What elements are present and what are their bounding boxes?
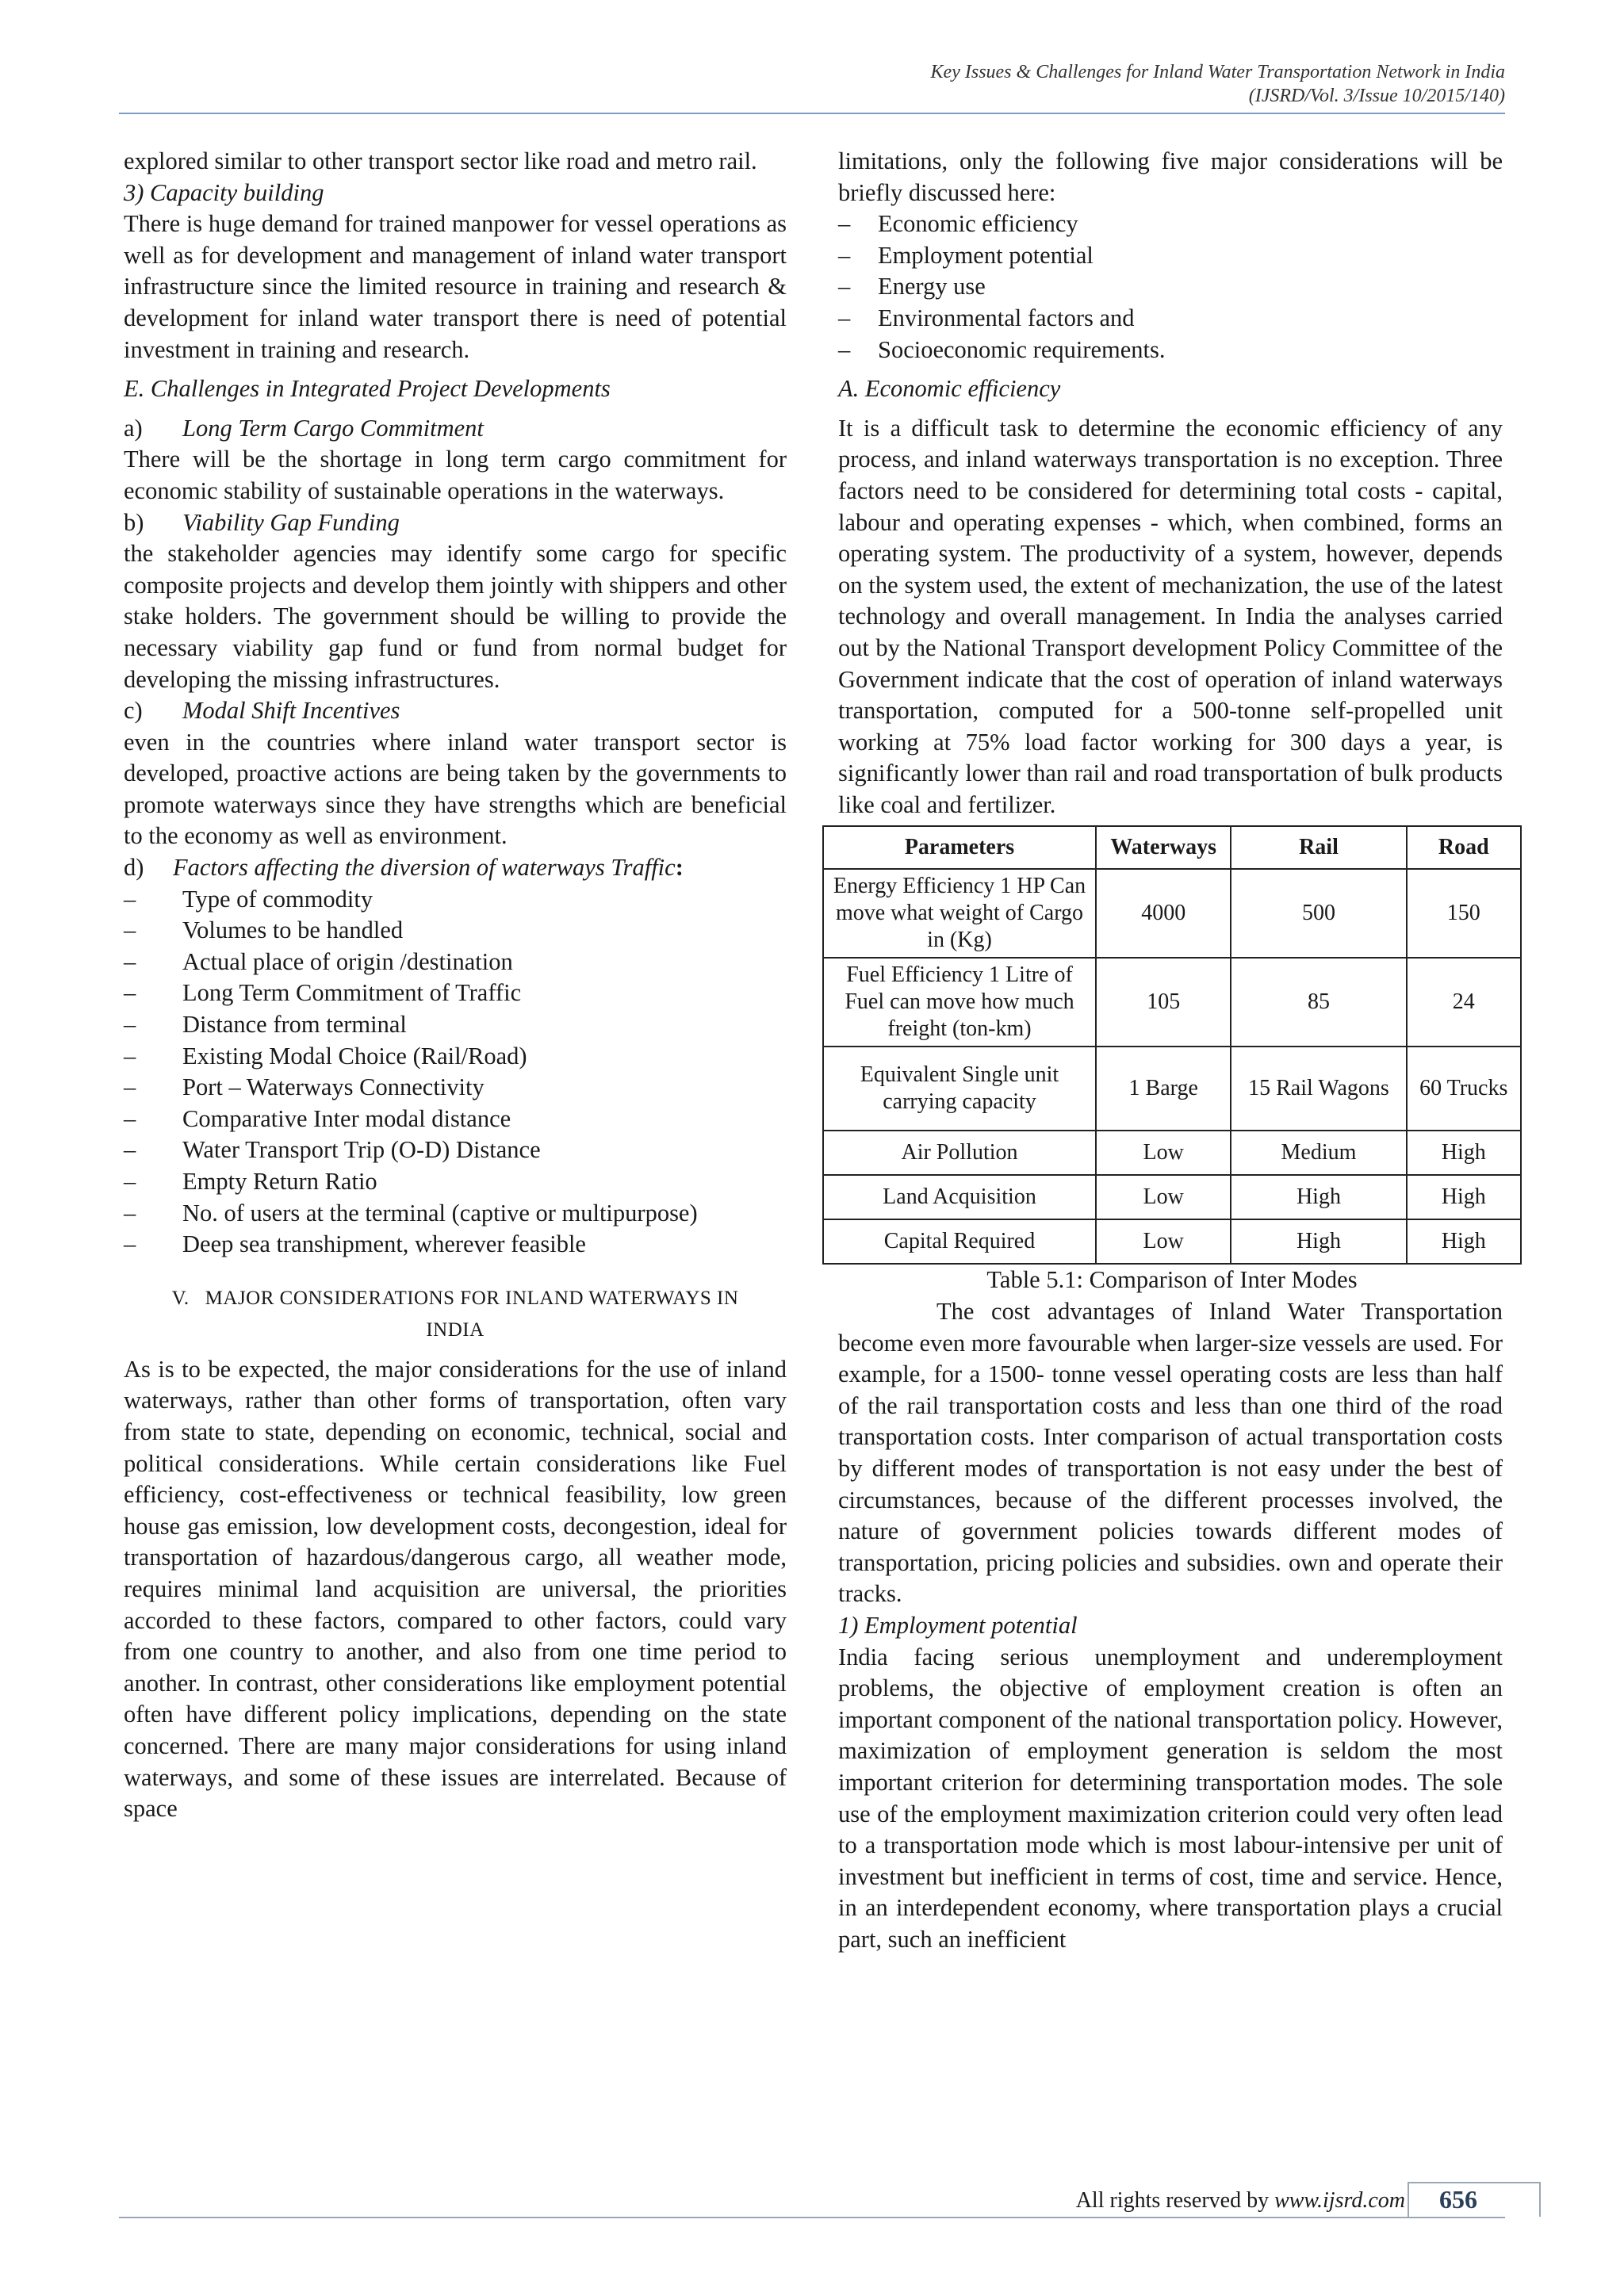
comparison-table [822,825,1522,1265]
subheading-a-marker: a) [124,414,143,442]
section-heading-a: A. Economic efficiency [838,375,1061,403]
table-cell: 500 [1231,869,1406,958]
list-item: – Environmental factors and [838,304,1135,331]
left-column [124,146,787,1825]
table-cell: Low [1096,1219,1231,1264]
table-row [823,1219,1521,1264]
section-v-line1: MAJOR CONSIDERATIONS FOR INLAND WATERWAYS IN [205,1287,739,1309]
table-cell: 85 [1231,958,1406,1047]
subheading-d [124,852,787,884]
list-item: – Deep sea transhipment, wherever feasible [124,1230,586,1258]
considerations-list [838,209,1503,365]
paragraph-section-v: As is to be expected, the major considerations for the use of inland waterways, rather than other forms of transportation, often vary from state to state, depending on economic, technical, social and political considerations. While certain considerations like Fuel efficiency, cost-effectiveness or technical feasibility, low green house gas emission, low development costs, decongestion, ideal for transportation of hazardous/dangerous cargo, all weather mode, requires minimal land acquisition are universal, the priorities accorded to these factors, compared to other factors, could vary from one country to another, and also from one time period to another. In contrast, other considerations like employment potential often have different policy implications, depending on the state concerned. There are many major considerations for using inland waterways, and some of these issues are interrelated. Because of space [124,1355,787,1823]
table-caption: Table 5.1: Comparison of Inter Modes [986,1266,1358,1294]
list-item: – Port – Waterways Connectivity [124,1073,485,1101]
subheading-c-title: Modal Shift Incentives [182,697,400,725]
footer-rule [119,2217,1505,2218]
header-title: Key Issues & Challenges for Inland Water Transportation Network in India [930,62,1505,82]
list-item: – Actual place of origin /destination [124,947,513,975]
table-header-row [823,826,1521,869]
footer-rights [1076,2187,1405,2215]
table-cell: 24 [1407,958,1522,1047]
table-header: Road [1407,826,1522,869]
table-header: Waterways [1096,826,1231,869]
table-cell: 15 Rail Wagons [1231,1047,1406,1131]
table-cell: Land Acquisition [823,1175,1096,1219]
paragraph-cost-advantages: The cost advantages of Inland Water Transportation become even more favourable when larger-size vessels are used. For example, for a 1500- tonne vessel operating costs are less than half of the rail transportation costs and less than one third of the road transportation costs. Inter comparison of actual transportation costs by different modes of transportation is not easy under the best of circumstances, because of the different processes involved, the nature of government policies towards different modes of transportation, pricing policies and subsidies. own and operate their tracks. [838,1298,1503,1608]
footer-site-link[interactable]: www.ijsrd.com [1274,2188,1405,2213]
table-cell: 60 Trucks [1407,1047,1522,1131]
list-item: – Empty Return Ratio [124,1168,377,1195]
header-citation: (IJSRD/Vol. 3/Issue 10/2015/140) [1248,86,1505,106]
subheading-a [124,413,787,445]
list-item: – Long Term Commitment of Traffic [124,979,522,1007]
subheading-b [124,507,787,539]
page-number: 656 [1439,2185,1477,2214]
table-cell: 150 [1407,869,1522,958]
table-cell: Low [1096,1131,1231,1175]
table-header: Parameters [823,826,1096,869]
table-cell: Air Pollution [823,1131,1096,1175]
table-cell: High [1231,1175,1406,1219]
paragraph-employment-potential: India facing serious unemployment and underemployment problems, the objective of employment creation is often an important component of the national transportation policy. However, maximization of employment generation is seldom the most important criterion for determining transportation modes. The sole use of the employment maximization criterion could very often lead to a transportation mode which is most labour-intensive per unit of investment but inefficient in terms of cost, time and service. Hence, in an interdependent economy, where transportation plays a crucial part, such an inefficient [838,1643,1503,1953]
table-cell: Energy Efficiency 1 HP Can move what weight of Cargo in (Kg) [823,869,1096,958]
heading-capacity-building: 3) Capacity building [124,178,324,206]
right-column [833,146,1508,1956]
section-heading-e: E. Challenges in Integrated Project Developments [124,375,611,403]
subheading-b-title: Viability Gap Funding [182,508,400,536]
section-heading-v [124,1283,787,1346]
table-cell: Equivalent Single unit carrying capacity [823,1047,1096,1131]
table-row [823,869,1521,958]
list-item: – No. of users at the terminal (captive or multipurpose) [124,1199,698,1226]
paragraph-capacity-building: There is huge demand for trained manpower for vessel operations as well as for development and management of inland water transport infrastructure since the limited resource in training and research & development for inland water transport there is need of potential investment in training and research. [124,210,787,363]
table-row [823,1131,1521,1175]
header-rule [119,113,1505,114]
footer-rights-text: All rights reserved by [1075,2188,1275,2213]
section-v-number: V. [171,1287,190,1309]
heading-employment-potential: 1) Employment potential [838,1612,1078,1639]
paragraph-economic-efficiency: It is a difficult task to determine the economic efficiency of any process, and inland waterways transportation is no exception. Three factors need to be considered for determining total costs - capital, labour and operating expenses - which, when combined, forms an operating system. The productivity of a system, however, depends on the system used, the extent of mechanization, the use of the latest technology and overall management. In India the analyses carried out by the National Transport development Policy Committee of the Government indicate that the cost of operation of inland waterways transportation, computed for a 500-tonne self-propelled unit working at 75% load factor working for 300 days a year, is significantly lower than rail and road transportation of bulk products like coal and fertilizer. [838,414,1503,818]
table-row [823,1047,1521,1131]
table-cell: High [1231,1219,1406,1264]
table-cell: Low [1096,1175,1231,1219]
list-item: – Employment potential [838,241,1094,269]
table-cell: 1 Barge [1096,1047,1231,1131]
subheading-a-title: Long Term Cargo Commitment [182,414,484,442]
table-cell: Fuel Efficiency 1 Litre of Fuel can move how much freight (ton-km) [823,958,1096,1047]
running-header [119,60,1505,108]
paragraph-continued: limitations, only the following five major considerations will be briefly discussed here: [838,147,1503,206]
paragraph-c: even in the countries where inland water transport sector is developed, proactive actions are being taken by the governments to promote waterways since they have strengths which are beneficial to the economy as well as environment. [124,728,787,850]
subheading-d-colon: : [675,854,684,882]
paragraph-b: the stakeholder agencies may identify some cargo for specific composite projects and develop them jointly with shippers and other stake holders. The government should be willing to provide the necessary viability gap fund or fund from normal budget for developing the missing infrastructures. [124,540,787,693]
section-v-line2: INDIA [426,1318,485,1341]
paragraph-intro: explored similar to other transport sector like road and metro rail. [124,147,757,174]
list-item: – Distance from terminal [124,1011,407,1039]
subheading-c-marker: c) [124,697,143,725]
table-cell: High [1407,1131,1522,1175]
list-item: – Comparative Inter modal distance [124,1104,511,1132]
table-cell: Capital Required [823,1219,1096,1264]
table-header: Rail [1231,826,1406,869]
list-item: – Type of commodity [124,885,373,913]
table-row [823,958,1521,1047]
list-item: – Energy use [838,273,986,300]
list-item: – Economic efficiency [838,210,1078,238]
list-item: – Socioeconomic requirements. [838,335,1166,363]
table-row [823,1175,1521,1219]
subheading-d-title: Factors affecting the diversion of waterways Traffic [173,854,676,882]
table-cell: High [1407,1219,1522,1264]
paragraph-a: There will be the shortage in long term cargo commitment for economic stability of sustainable operations in the waterways. [124,446,787,504]
table-cell: 4000 [1096,869,1231,958]
table-cell: High [1407,1175,1522,1219]
table-cell: 105 [1096,958,1231,1047]
subheading-d-marker: d) [124,854,144,882]
list-item: – Water Transport Trip (O-D) Distance [124,1136,541,1164]
list-item: – Volumes to be handled [124,916,404,944]
factors-list [124,884,787,1261]
subheading-b-marker: b) [124,508,144,536]
list-item: – Existing Modal Choice (Rail/Road) [124,1042,527,1070]
subheading-c [124,695,787,727]
table-cell: Medium [1231,1131,1406,1175]
